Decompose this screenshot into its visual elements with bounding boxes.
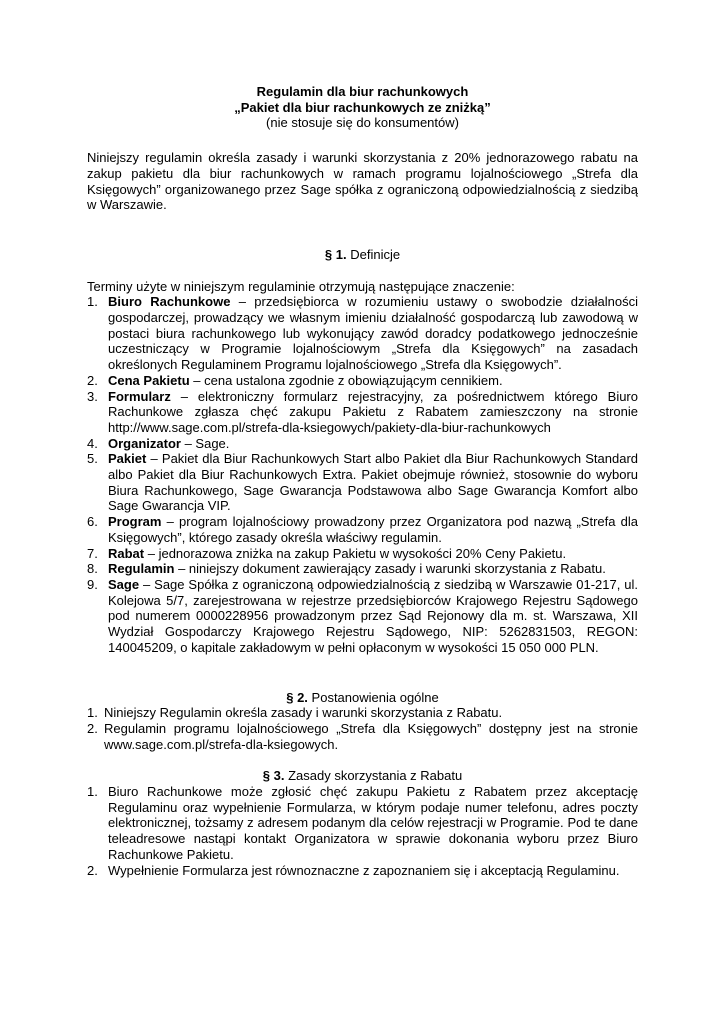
section-3-title: Zasady skorzystania z Rabatu — [288, 768, 463, 784]
item-number: 3. — [87, 388, 98, 404]
list-item — [87, 373, 638, 389]
defined-term: Sage — [108, 576, 140, 592]
item-text: Wypełnienie Formularza jest równoznaczne z zapoznaniem się i akceptacją Regulaminu. — [108, 862, 620, 878]
intro-paragraph: Niniejszy regulamin określa zasady i warunki skorzystania z 20% jednorazowego rabatu na zakup pakietu dla biur rachunkowych w ramach programu lojalnościowego „Strefa dla Księgowych” organizowanego przez Sage spółka z ograniczoną odpowiedzialnością z siedzibą w Warszawie. — [87, 150, 638, 213]
item-text: Niniejszy Regulamin określa zasady i warunki skorzystania z Rabatu. — [104, 705, 503, 721]
document-page — [87, 84, 638, 878]
section-1-title: Definicje — [350, 246, 401, 262]
definition-text: – niniejszy dokument zawierający zasady i warunki skorzystania z Rabatu. — [174, 561, 606, 577]
definition-text: – program lojalnościowy prowadzony przez Organizatora pod nazwą „Strefa dla Księgowych”, którego zasady określa właściwy regulamin. — [108, 514, 638, 545]
item-number: 2. — [87, 372, 98, 388]
defined-term: Cena Pakietu — [108, 372, 190, 388]
document-title-promo: „Pakiet dla biur rachunkowych ze zniżką” — [234, 99, 491, 115]
list-item — [87, 705, 638, 721]
defined-term: Biuro Rachunkowe — [108, 294, 231, 310]
section-2-symbol: § 2. — [286, 689, 308, 705]
list-item — [87, 294, 638, 373]
list-item — [87, 863, 638, 879]
section-1-symbol: § 1. — [324, 246, 347, 262]
item-number: 8. — [87, 561, 98, 577]
definition-text: – przedsiębiorca w rozumieniu ustawy o swobodzie działalności gospodarczej, prowadzący we własnym imieniu działalność gospodarczą lub zawodową w postaci biura rachunkowego lub wykonujący zawód doradcy podatkowego jednocześnie uczestniczący w Programie lojalnościowym „Strefa dla Księgowych” na zasadach określonych Regulaminem Programu lojalnościowego „Strefa dla Księgowych”. — [108, 294, 638, 373]
definitions-list — [87, 294, 638, 655]
list-item — [87, 784, 638, 863]
list-item — [87, 561, 638, 577]
item-number: 7. — [87, 545, 98, 561]
item-text: Regulamin programu lojalnościowego „Strefa dla Księgowych” dostępny jest na stronie www.sage.com.pl/strefa-dla-ksiegowych. — [104, 720, 638, 752]
item-number: 1. — [87, 294, 98, 310]
discount-rules-list — [87, 784, 638, 878]
defined-term: Formularz — [108, 388, 171, 404]
list-item — [87, 389, 638, 436]
list-item — [87, 436, 638, 452]
list-item — [87, 451, 638, 514]
definition-text: – Sage. — [180, 435, 230, 451]
item-text: Biuro Rachunkowe może zgłosić chęć zakupu Pakietu z Rabatem przez akceptację Regulaminu oraz wypełnienie Formularza, w którym podaje numer telefonu, adres poczty elektronicznej, tożsamy z adresem podanym dla celów rejestracji w Programie. Pod te dane teleadresowe nastąpi kontakt Organizatora w sprawie dokonania wyboru przez Biuro Rachunkowe Pakietu. — [108, 784, 638, 862]
list-item — [87, 721, 638, 752]
section-2-heading — [87, 690, 638, 706]
definition-text: – jednorazowa zniżka na zakup Pakietu w wysokości 20% Ceny Pakietu. — [144, 545, 567, 561]
defined-term: Pakiet — [108, 451, 147, 467]
list-item — [87, 514, 638, 545]
item-number: 4. — [87, 435, 98, 451]
section-1-heading — [87, 247, 638, 263]
item-number: 5. — [87, 451, 98, 467]
section-3-heading — [87, 768, 638, 784]
document-subtitle: (nie stosuje się do konsumentów) — [266, 115, 459, 131]
section-1-lead: Terminy użyte w niniejszym regulaminie otrzymują następujące znaczenie: — [87, 278, 515, 294]
item-number: 9. — [87, 576, 98, 592]
definition-text: – Sage Spółka z ograniczoną odpowiedzialnością z siedzibą w Warszawie 01-217, ul. Kolejowa 5/7, zarejestrowana w rejestrze przedsiębiorców Krajowego Rejestru Sądowego pod numerem 0000228956 prowadzonym przez Sąd Rejonowy dla m. st. Warszawa, XII Wydział Gospodarczy Krajowego Rejestru Sądowego, NIP: 5262831503, REGON: 140045209, o kapitale zakładowym w pełni opłaconym w wysokości 15 050 000 PLN. — [108, 576, 638, 655]
defined-term: Rabat — [108, 545, 145, 561]
section-2-title: Postanowienia ogólne — [311, 689, 439, 705]
item-number: 2. — [87, 862, 98, 878]
defined-term: Regulamin — [108, 561, 175, 577]
item-number: 2. — [87, 720, 98, 736]
defined-term: Organizator — [108, 435, 181, 451]
definition-text: – Pakiet dla Biur Rachunkowych Start albo Pakiet dla Biur Rachunkowych Standard albo Pakiet dla Biur Rachunkowych Extra. Pakiet obejmuje również, stosownie do wyboru Biura Rachunkowego, Sage Gwarancja Podstawowa albo Sage Gwarancja Komfort albo Sage Gwarancja VIP. — [108, 451, 638, 514]
document-header — [87, 84, 638, 131]
definition-text: – cena ustalona zgodnie z obowiązującym cennikiem. — [189, 372, 503, 388]
defined-term: Program — [108, 514, 162, 530]
list-item — [87, 546, 638, 562]
item-number: 6. — [87, 514, 98, 530]
item-number: 1. — [87, 705, 98, 721]
section-3-symbol: § 3. — [262, 768, 285, 784]
document-title: Regulamin dla biur rachunkowych — [256, 84, 469, 99]
item-number: 1. — [87, 784, 98, 800]
definition-text: – elektroniczny formularz rejestracyjny, za pośrednictwem którego Biuro Rachunkowe zgłasza chęć zakupu Pakietu z Rabatem zamieszczony na stronie http://www.sage.com.pl/strefa-dla-ksiegowych/pakiety-dla-biur-rachunkowych — [108, 388, 638, 435]
list-item — [87, 577, 638, 656]
general-provisions-list — [87, 705, 638, 752]
